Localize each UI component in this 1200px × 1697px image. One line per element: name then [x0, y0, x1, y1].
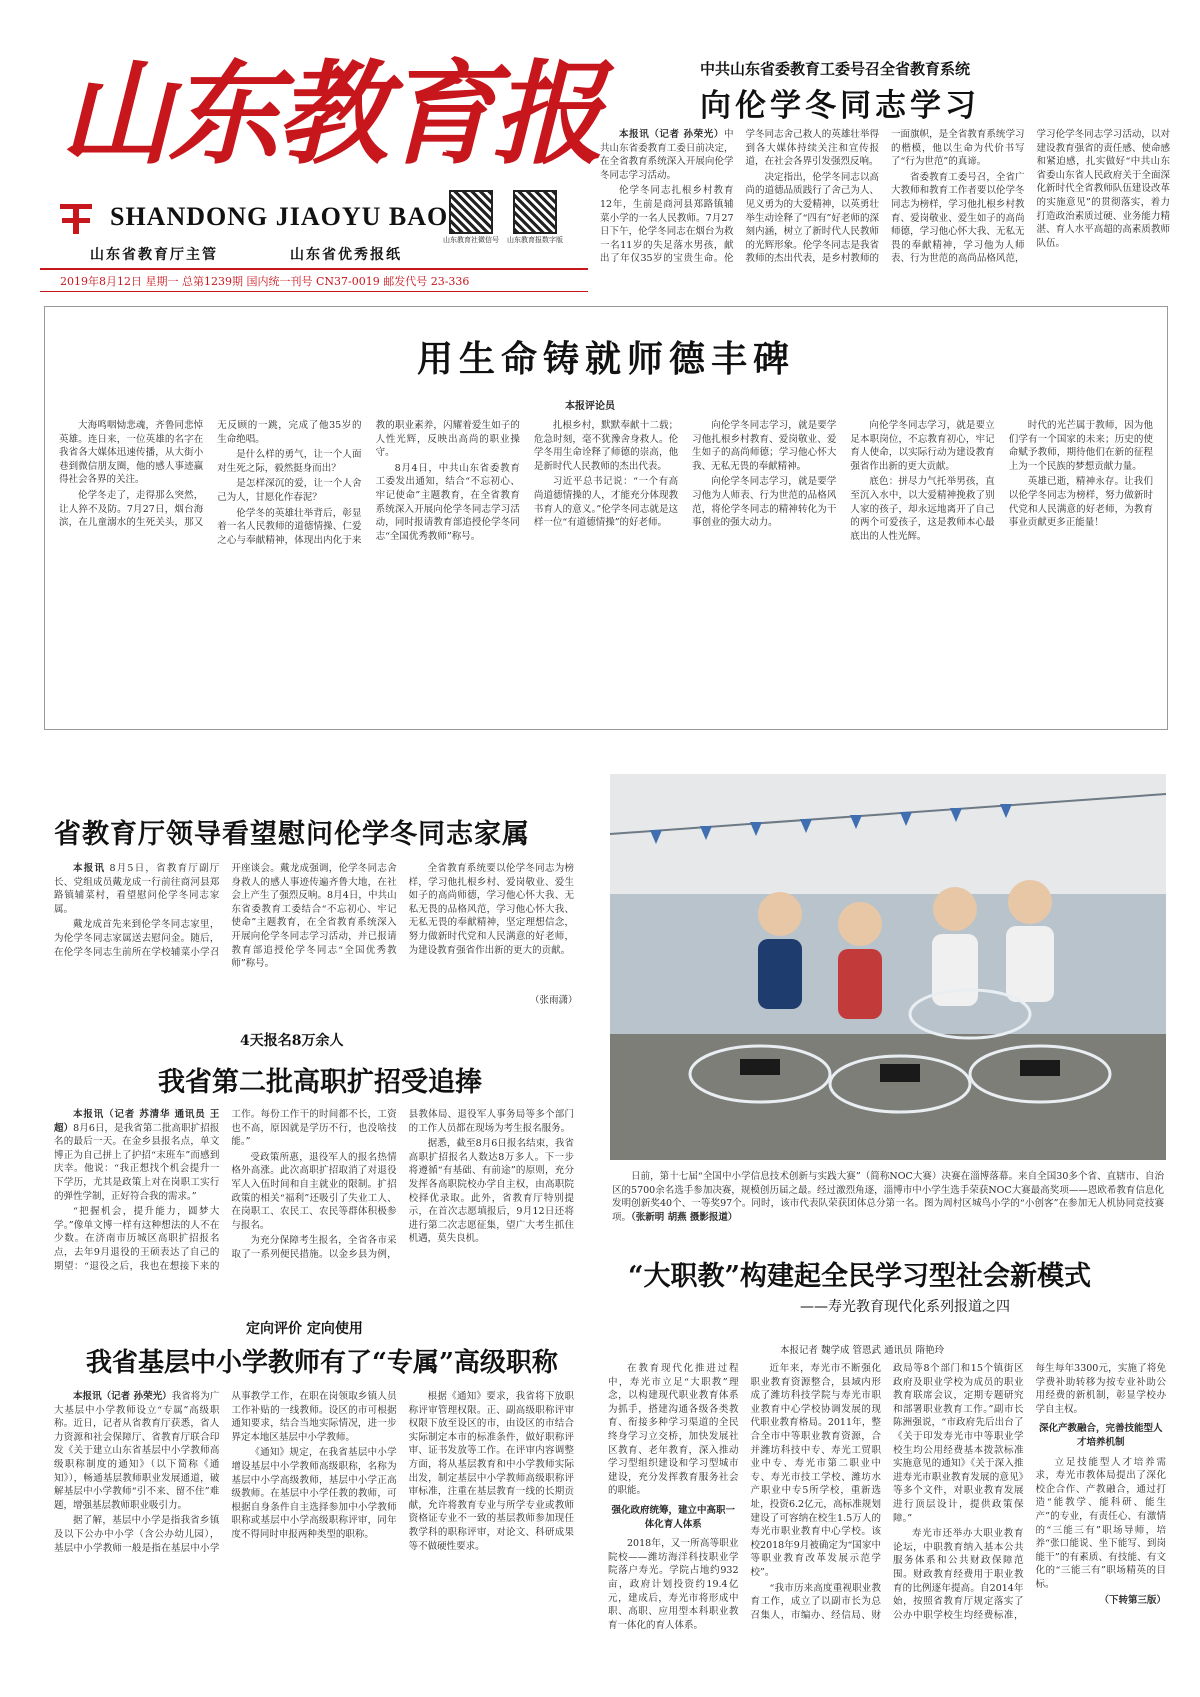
paragraph: 时代的光芒属于教师，因为他们学有一个国家的未来；历史的使命赋予教师，期待他们在新的征程上为一个民族的梦想贡献力量。	[1008, 420, 1153, 472]
paragraph: 决定指出，伦学冬同志以高尚的道德品质践行了舍己为人、见义勇为的大爱精神，以英勇壮举生动诠释了“四有”好老师的深刻内涵，树立了新时代人民教师的光辉形象。伦学冬同志是我省教师的杰出代表，是乡村教师的一面旗帜，是全省教育系统学习的楷模，他以生命为代价书写了“行为世范”的真谛。	[745, 129, 1025, 265]
paragraph: 伦学冬的英雄壮举背后，彰显着一名人民教师的道德情操、仁爱之心与奉献精神，体现出内化于来教的职业素养，闪耀着爱生如子的人性光辉，反映出高尚的职业操守。	[217, 420, 520, 546]
lead-kicker: 中共山东省委教育工委号召全省教育系统	[700, 60, 971, 78]
paragraph: 为充分保障考生报名，全省各市采取了一系列便民措施。以金乡县为例，县教体局、退役军人事务局等多个部门的工作人员都在现场为考生报名服务。	[231, 1109, 574, 1260]
grassroots-kicker: 定向评价 定向使用	[246, 1321, 363, 1337]
masthead-rule	[40, 291, 588, 292]
paragraph: 向伦学冬同志学习，就是要学习他扎根乡村教育、爱岗敬业、爱生如子的高尚师德；学习他心怀大我、无私无畏的奉献精神。	[692, 420, 837, 472]
bigvoc-byline: 本报记者 魏学成 管恩武 通讯员 隋艳玲	[780, 1345, 945, 1356]
bigvoc-body	[608, 1362, 1166, 1650]
paragraph: 在教育现代化推进过程中，寿光市立足“大职教”理念，以构建现代职业教育体系为抓手，搭建沟通各级各类教育、衔接多种学习渠道的全民终身学习立交桥，加快发展社区教育、老年教育，深入推动学习型组织建设和学习型城市建设，充分发挥教育服务社会的职能。	[608, 1363, 739, 1497]
qr-wechat	[442, 190, 500, 245]
paragraph: 据悉，截至8月6日报名结束，我省高职扩招报名人数达8万多人。下一步将遵循“有基础、有前途”的原则，充分发挥各高职院校办学自主权，由高职院校择优录取。此外，省教育厅特别提示，在首次志愿填报后，9月12日还将进行第二次志愿征集，望广大考生抓住机遇，莫失良机。	[408, 1138, 574, 1245]
paragraph: 《通知》规定，在我省基层中小学增设基层中小学教师高级职称，名称为基层中小学高级教师，基层中小学正高级教师。在基层中小学任教的教师，可根据自身条件自主选择参加中小学教师职称或基层中小学高级职称评审，同年度不得同时申报两种类型的职称。	[231, 1447, 397, 1540]
vocational-body	[54, 1108, 574, 1308]
paragraph: 是怎样深沉的爱，让一个人舍己为人，甘愿化作春泥？	[217, 478, 362, 503]
paragraph: 8月5日，省教育厅副厅长、党组成员戴龙成一行前往商河县郑路镇辅菜村，看望慰问伦学冬同志家属。	[54, 863, 220, 915]
masthead-sponsor: 山东省教育厅主管	[90, 247, 218, 263]
qr-label: 山东教育社微信号	[443, 236, 499, 244]
grassroots-title: 我省基层中小学教师有了“专属”高级职称	[86, 1348, 558, 1378]
paragraph: 寿光市还举办大职业教育论坛，中职教育纳入基本公共服务体系和公共财政保障范围。财政教育经费用于职业教育的比例逐年提高。自2014年始，按照省教育厅规定落实了公办中职学校生均经费标准，每生每年3300元，实施了将免学费补助转移为按专业补助公用经费的新机制，彰显学校办学自主权。	[893, 1363, 1166, 1621]
visit-body	[54, 862, 574, 1004]
qr-digital	[506, 190, 564, 245]
bigvoc-title: “大职教”构建起全民学习型社会新模式	[628, 1261, 1092, 1292]
masthead-rule	[40, 268, 588, 270]
lead-title: 向伦学冬同志学习	[700, 88, 980, 124]
paragraph: 省委教育工委号召，全省广大教师和教育工作者要以伦学冬同志为榜样，学习他扎根乡村教育、爱岗敬业、爱生如子的高尚师德，学习他心怀大我、无私无畏的奉献精神，学习他为人师表、行为世范的高尚品格风范，学习伦学冬同志学习活动，以对建设教育强省的责任感、使命感和紧迫感，扎实做好“中共山东省委山东省人民政府关于全面深化新时代全省教师队伍建设改革的实施意见”的贯彻落实，着力打造政治素质过硬、业务能力精湛、育人水平高超的高素质教师队伍。	[891, 129, 1170, 265]
paragraph: 根据《通知》要求，我省将下放职称评审管理权限。正、副高级职称评审权限下放至设区的市，由设区的市结合实际制定本市的标准条件，做好职称评审、证书发放等工作。在评审内容调整方面，将从基层教育和中小学教师实际出发，制定基层中小学教师高级职称评审标准，注重在基层教育一线的长期贡献，允许将教育专业与所学专业或教师资格证专业不一致的基层教师参加现任教学科的职称评审，对论文、科研成果等不做硬性要求。	[408, 1391, 574, 1552]
editorial-body	[59, 419, 1153, 719]
lead-byline: 本报讯（记者 孙荣光）	[619, 129, 724, 140]
vocational-kicker: 4天报名8万余人	[240, 1033, 344, 1049]
paragraph: 戴龙成首先来到伦学冬同志家里，为伦学冬同志家属送去慰问金。随后，在伦学冬同志生前所在学校辅菜小学召开座谈会。戴龙成强调，伦学冬同志舍身救人的感人事迹传遍齐鲁大地，在社会上产生了强烈反响。8月4日，中共山东省委教育工委结合“不忘初心、牢记使命”主题教育，在全省教育系统深入开展向伦学冬同志学习活动，并已报请教育部追授伦学冬同志“全国优秀教师”称号。	[54, 863, 397, 970]
paragraph: 2018年，又一所高等职业院校——潍坊海洋科技职业学院落户寿光。学院占地约932亩，政府计划投资约19.4亿元，建成后，寿光市将形成中职、高职、应用型本科职业教育一体化的育人体系。	[608, 1538, 739, 1631]
masthead	[50, 50, 610, 310]
paragraph: 英雄已逝，精神永存。让我们以伦学冬同志为榜样，努力做新时代党和人民满意的好老师，为教育事业贡献更多正能量！	[1008, 476, 1153, 529]
paragraph: 习近平总书记说：“一个有高尚道德情操的人，才能充分体现教书育人的意义。”伦学冬同志就是这样一位“有道德情操”的好老师。	[533, 476, 679, 529]
paragraph: “我市历来高度重视职业教育工作，成立了以副市长为总召集人，市编办、经信局、财政局等8个部门和15个镇街区政府及职业学校为成员的职业教育联席会议，定期专题研究和部署职业教育工作。”副市长陈洲强说，“市政府先后出台了《关于印发寿光市中等职业学校生均公用经费基本拨款标准实施意见的通知》《关于深入推进寿光市职业教育发展的意见》等多个文件，对职业教育发展进行顶层设计，提供政策保障。”	[750, 1363, 1024, 1621]
lead-body	[600, 128, 1170, 298]
qr-code-icon	[513, 190, 557, 234]
paragraph: “把握机会，提升能力，圆梦大学。”像单文博一样有这种想法的人不在少数。在济南市历城区高职扩招报名点，去年9月退役的王硕表达了自己的期望：“退役之后，我也在想接下来的工作。每份工作干的时间都不长，工资也不高，原因就是学历不行，也没啥技能。”	[54, 1109, 397, 1272]
paragraph: 扎根乡村，默默奉献十二载；危急时刻，毫不犹豫舍身救人。伦学冬用生命诠释了师德的崇高，他是新时代人民教师的杰出代表。	[533, 420, 679, 472]
dateline: 2019年8月12日 星期一 总第1239期 国内统一刊号 CN37-0019 邮发代号 23-336	[60, 275, 470, 288]
masthead-pinyin: SHANDONG JIAOYU BAO	[110, 202, 449, 231]
paragraph: 受政策所惠，退役军人的报名热情格外高涨。此次高职扩招取消了对退役军人入伍时间和自主就业的限制。扩招政策的相关“福利”还吸引了失业工人、在岗职工、农民工、农民等群体积极参与报名。	[231, 1151, 397, 1231]
paragraph: 全省教育系统要以伦学冬同志为榜样，学习他扎根乡村、爱岗敬业、爱生如子的高尚师德，学习他心怀大我、无私无畏的品格风范，学习他心怀大我、无私无畏的奉献精神，坚定理想信念，努力做新时代党和人民满意的好老师，为建设教育强省作出新的更大的贡献。	[408, 863, 574, 956]
visit-byline: 本报讯	[73, 863, 106, 874]
bigvoc-subtitle: ——寿光教育现代化系列报道之四	[800, 1299, 1010, 1315]
visit-title: 省教育厅领导看望慰问伦学冬同志家属	[54, 819, 530, 850]
masthead-title: 山东教育报	[60, 49, 600, 180]
news-photo	[610, 774, 1166, 1160]
bigvoc-turn: （下转第三版）	[1099, 1594, 1166, 1606]
bigvoc-subhead-2: 深化产教融合，完善技能型人才培养机制	[1038, 1423, 1163, 1448]
qr-code-icon	[449, 190, 493, 234]
bigvoc-subhead-1: 强化政府统筹，建立中高职一体化育人体系	[611, 1504, 735, 1530]
paragraph: 立足技能型人才培养需求，寿光市教体局提出了深化校企合作、产教融合，通过打造“能教学、能科研、能生产”的专业，有责任心、有激情的“三能三有”职场导师，培养“张口能说、坐下能写、到岗能干”的有素质、有技能、有文化的“三能三有”职场精英的目标。	[1035, 1456, 1166, 1590]
photo-illustration	[610, 774, 1166, 1160]
editorial-box	[44, 306, 1168, 730]
paragraph: 我省将为广大基层中小学教师设立“专属”高级职称。近日，记者从省教育厅获悉，省人力资源和社会保障厅、省教育厅联合印发《关于建立山东省基层中小学教师高级职称制度的通知》（以下简称《通知》），畅通基层教师职业发展通道，破解基层中小学教师“引不来、留不住”难题，增强基层教师职业吸引力。	[54, 1391, 220, 1511]
paragraph: 向伦学冬同志学习，就是要立足本职岗位，不忘教育初心，牢记育人使命，以实际行动为建设教育强省作出新的更大贡献。	[850, 420, 995, 472]
paragraph: 向伦学冬同志学习，就是要学习他为人师表、行为世范的品格风范，将伦学冬同志的精神转化为干事创业的强大动力。	[692, 476, 837, 529]
paragraph: 底色：拼尽力气托举男孩，直至沉入水中，以大爱精神挽救了别人家的孩子，却永远地离开了自己的两个可爱孩子，这是教师本心最底出的人性光辉。	[850, 476, 995, 542]
newspaper-logo-icon	[58, 200, 94, 236]
vocational-title: 我省第二批高职扩招受追捧	[158, 1067, 482, 1098]
paragraph: 大海鸣咽恸悲魂，齐鲁同悲悼英雄。连日来，一位英雄的名字在我省各大媒体迅速传播，从大街小巷到微信朋友圈，他的感人事迹赢得社会各界的关注。	[59, 420, 204, 486]
vocational-byline: 本报讯（记者 苏清华 通讯员 王超）	[54, 1109, 220, 1134]
paragraph: 是什么样的勇气，让一个人面对生死之际，毅然挺身而出？	[217, 449, 362, 474]
paragraph: 8月4日，中共山东省委教育工委发出通知，结合“不忘初心、牢记使命”主题教育，在全省教育系统深入开展向伦学冬同志学习活动，同时报请教育部追授伦学冬同志“全国优秀教师”称号。	[375, 462, 520, 542]
paragraph: 伦学冬走了，走得那么突然，让人猝不及防。7月27日，烟台海滨，在儿童溺水的生死关头，那又无反顾的一跳，完成了他35岁的生命绝唱。	[59, 420, 362, 529]
masthead-award: 山东省优秀报纸	[290, 247, 402, 263]
visit-credit: （张雨潇）	[530, 995, 578, 1006]
paragraph: 近年来，寿光市不断强化职业教育资源整合，县域内形成了潍坊科技学院与寿光市职业教育中心学校协调发展的现代职业教育格局。2011年，整合全市中等职业教育资源，合并潍坊科技中专、寿光工贸职业中专、寿光市第二职业中专、寿光市技工学校、潍坊水产职业中专5所学校，重新选址，投资6.2亿元，高标准规划建设了可容纳在校生1.5万人的寿光市职业教育中心学校。该校2018年9月被确定为“国家中等职业教育改革发展示范学校”。	[750, 1363, 881, 1578]
photo-credit: （张新明 胡燕 摄影报道）	[631, 1211, 738, 1223]
qr-label: 山东教育报数字版	[507, 236, 563, 244]
paragraph: 8月6日，是我省第二批高职扩招报名的最后一天。在金乡县报名点，单文博正为自己拼上了护招“末班车”而感到庆幸。他说：“我正想找个机会提升一下学历，尤其是政策上对在岗职工实行的弹性学制，正好符合我的需求。”	[54, 1122, 220, 1202]
paragraph: 伦学冬同志扎根乡村教育12年，生前是商河县郑路镇辅菜小学的一名人民教师。7月27日下午，伦学冬同志在烟台为救一名11岁的失足落水男孩，献出了年仅35岁的宝贵生命。伦学冬同志舍己救人的英雄壮举得到各大媒体持续关注和宣传报道，在社会各界引发强烈反响。	[600, 129, 879, 265]
paragraph: 中共山东省委教育工委日前决定，在全省教育系统深入开展向伦学冬同志学习活动。	[600, 129, 734, 181]
editorial-byline: 本报评论员	[565, 401, 615, 412]
editorial-title: 用生命铸就师德丰碑	[416, 339, 795, 380]
grassroots-body	[54, 1390, 574, 1638]
photo-caption	[612, 1170, 1164, 1238]
grassroots-byline: 本报讯（记者 孙荣光）	[73, 1391, 172, 1402]
paragraph: 据了解，基层中小学是指我省乡镇及以下公办中小学（含公办幼儿园），基层中小学教师一般是指在基层中小学从事教学工作，在职在岗领取乡镇人员工作补贴的一线教师。设区的市可根据通知要求，结合当地实际情况，进一步界定本地区基层中小学教师。	[54, 1391, 397, 1554]
photo-caption-text: 日前，第十七届“全国中小学信息技术创新与实践大赛”（简称NOC大赛）决赛在淄博落幕。来自全国30多个省、直辖市、自治区的5700余名选手参加决赛，规模创历届之最。经过激烈角逐，淄博市中小学生选手荣获NOC大赛最高奖项——恩欧希教育信息化发明创新奖40个、一等奖97个。同时，该市代表队荣获团体总分第一名。图为周村区城鸟小学的“小创客”在参加无人机协同竞技赛项。	[612, 1171, 1164, 1223]
